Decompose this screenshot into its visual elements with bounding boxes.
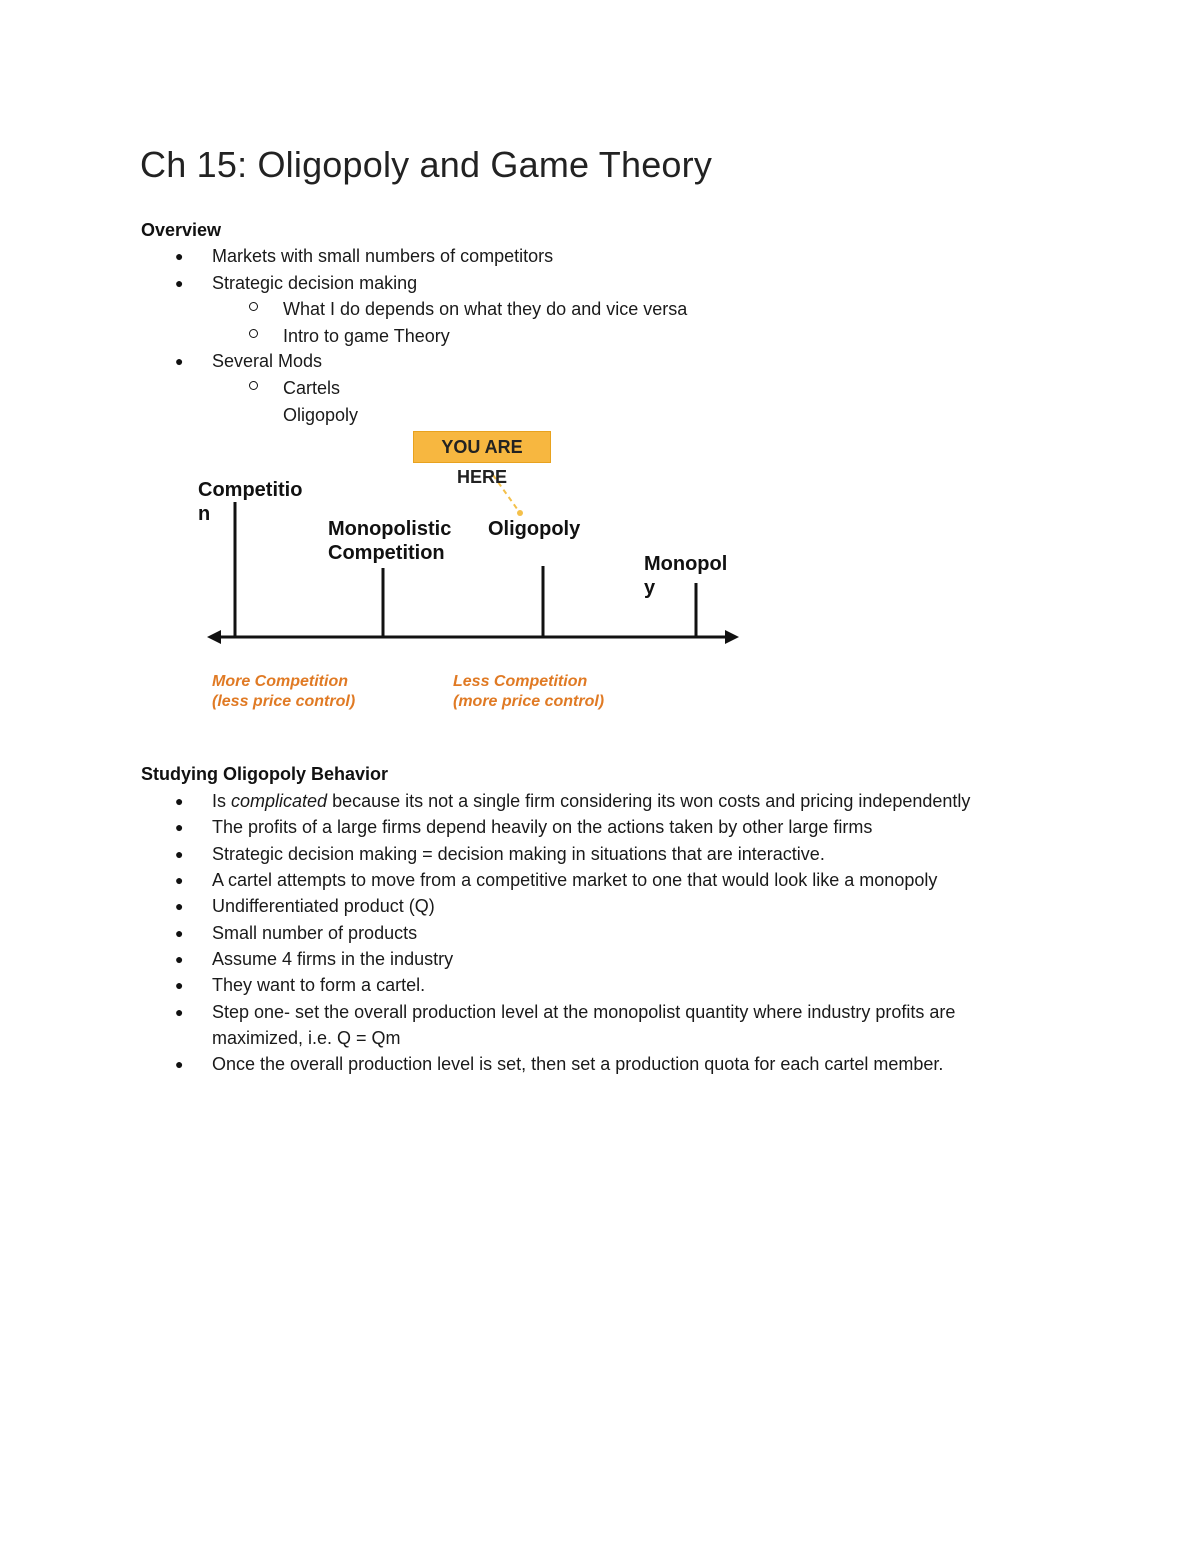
more-competition-line1: More Competition <box>212 673 348 690</box>
monopoly-label-line1: Monopol <box>644 553 728 575</box>
axis-right-arrow-icon <box>725 630 739 644</box>
page-title: Ch 15: Oligopoly and Game Theory <box>140 144 713 185</box>
overview-item: Markets with small numbers of competitors <box>212 246 554 266</box>
overview-subitem: Intro to game Theory <box>283 326 450 346</box>
sub-bullet-circle-icon <box>249 302 258 311</box>
bullet-dot-icon: ● <box>175 977 184 993</box>
oligopoly-label: Oligopoly <box>488 518 581 540</box>
overview-heading: Overview <box>141 220 222 240</box>
bullet-dot-icon: ● <box>175 1004 184 1020</box>
behavior-item: Undifferentiated product (Q) <box>212 896 435 916</box>
competition-label <box>198 478 302 526</box>
less-competition-line2: (more price control) <box>453 693 605 710</box>
behavior-item: Once the overall production level is set, then set a production quota for each cartel member. <box>212 1054 944 1074</box>
overview-item: Strategic decision making <box>212 273 418 293</box>
monopolistic-label-line2: Competition <box>328 542 445 564</box>
competition-label-line1: Competitio <box>198 479 303 501</box>
overview-subitem: What I do depends on what they do and vice versa <box>283 299 688 319</box>
overview-subitem: Oligopoly <box>283 405 359 425</box>
behavior-item: Small number of products <box>212 923 418 943</box>
monopolistic-competition-label <box>328 517 451 565</box>
competition-label-line2: n <box>198 503 211 525</box>
behavior-item-emphasis: complicated <box>231 791 328 811</box>
behavior-item: Step one- set the overall production level at the monopolist quantity where industry profits are <box>212 1002 956 1022</box>
overview-subitem: Cartels <box>283 378 341 398</box>
less-competition-label <box>453 672 604 712</box>
market-structure-diagram <box>195 425 755 725</box>
less-competition-line1: Less Competition <box>453 673 588 690</box>
behavior-item: A cartel attempts to move from a competitive market to one that would look like a monopoly <box>212 870 938 890</box>
bullet-dot-icon: ● <box>175 925 184 941</box>
bullet-dot-icon: ● <box>175 793 184 809</box>
monopoly-label <box>644 552 727 600</box>
sub-bullet-circle-icon <box>249 329 258 338</box>
behavior-item: Strategic decision making = decision making in situations that are interactive. <box>212 844 825 864</box>
overview-item: Several Mods <box>212 351 323 371</box>
monopoly-label-line2: y <box>644 577 656 599</box>
bullet-dot-icon: ● <box>175 951 184 967</box>
behavior-item: The profits of a large firms depend heavily on the actions taken by other large firms <box>212 817 873 837</box>
behavior-item-continued: maximized, i.e. Q = Qm <box>212 1028 401 1048</box>
behavior-heading: Studying Oligopoly Behavior <box>141 764 389 784</box>
behavior-item-text: because its not a single firm considering its won costs and pricing independently <box>327 791 971 811</box>
bullet-dot-icon: ● <box>175 872 184 888</box>
behavior-item: They want to form a cartel. <box>212 975 426 995</box>
more-competition-line2: (less price control) <box>212 693 356 710</box>
pointer-dot <box>517 510 523 516</box>
behavior-item: Assume 4 firms in the industry <box>212 949 454 969</box>
you-are-here-tag: YOU ARE HERE <box>413 431 551 463</box>
sub-bullet-circle-icon <box>249 381 258 390</box>
bullet-dot-icon: ● <box>175 353 184 369</box>
bullet-dot-icon: ● <box>175 846 184 862</box>
bullet-dot-icon: ● <box>175 248 184 264</box>
bullet-dot-icon: ● <box>175 275 184 291</box>
behavior-item-text: Is <box>212 791 232 811</box>
monopolistic-label-line1: Monopolistic <box>328 518 452 540</box>
axis-left-arrow-icon <box>207 630 221 644</box>
bullet-dot-icon: ● <box>175 819 184 835</box>
behavior-item <box>212 788 970 814</box>
more-competition-label <box>212 672 355 712</box>
bullet-dot-icon: ● <box>175 898 184 914</box>
bullet-dot-icon: ● <box>175 1056 184 1072</box>
